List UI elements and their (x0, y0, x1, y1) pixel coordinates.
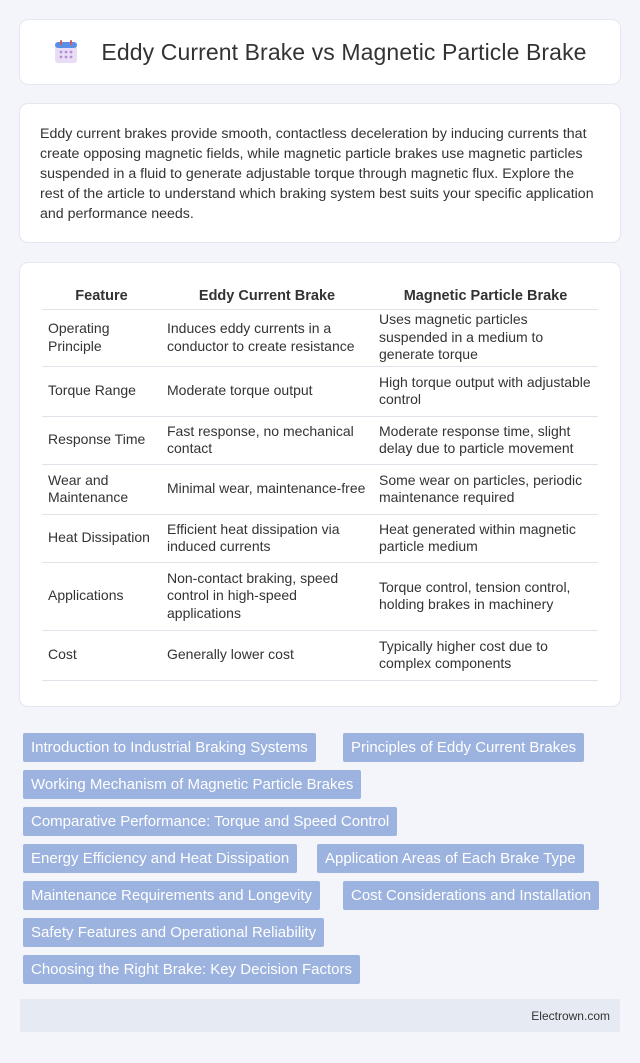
header (20, 20, 620, 84)
table-row (42, 514, 598, 562)
column-header: Magnetic Particle Brake (373, 283, 598, 309)
calendar-icon (53, 39, 79, 65)
tag-link[interactable]: Working Mechanism of Magnetic Particle Brakes (23, 770, 361, 799)
table-cell: Applications (42, 562, 161, 630)
table-cell: Uses magnetic particles suspended in a medium to generate torque (373, 309, 598, 366)
table-header-row (42, 283, 598, 309)
table-cell: Heat generated within magnetic particle medium (373, 514, 598, 562)
table-cell: Moderate torque output (161, 366, 373, 416)
tag-link[interactable]: Energy Efficiency and Heat Dissipation (23, 844, 297, 873)
table-row (42, 464, 598, 514)
tag-link[interactable]: Application Areas of Each Brake Type (317, 844, 584, 873)
comparison-table (42, 283, 598, 681)
table-cell: Wear and Maintenance (42, 464, 161, 514)
table-cell: Induces eddy currents in a conductor to create resistance (161, 309, 373, 366)
tag-link[interactable]: Safety Features and Operational Reliability (23, 918, 324, 947)
page-title: Eddy Current Brake vs Magnetic Particle Brake (101, 38, 587, 65)
table-row (42, 416, 598, 464)
table-cell: Some wear on particles, periodic maintenance required (373, 464, 598, 514)
tag-link[interactable]: Choosing the Right Brake: Key Decision Factors (23, 955, 360, 984)
table-cell: Efficient heat dissipation via induced currents (161, 514, 373, 562)
table-row (42, 366, 598, 416)
tag-link[interactable]: Cost Considerations and Installation (343, 881, 599, 910)
table-cell: Moderate response time, slight delay due to particle movement (373, 416, 598, 464)
intro-text: Eddy current brakes provide smooth, contactless deceleration by inducing currents that create opposing magnetic fields, while magnetic particle brakes use magnetic particles suspended in a fluid to generate adjustable torque through magnetic flux. Explore the rest of the article to understand which braking system best suits your specific application and performance needs. (40, 126, 594, 222)
footer-site-link[interactable]: Electrown.com (531, 1008, 610, 1023)
tag-link[interactable]: Introduction to Industrial Braking Systems (23, 733, 316, 762)
table-cell: Fast response, no mechanical contact (161, 416, 373, 464)
table-cell: Minimal wear, maintenance-free (161, 464, 373, 514)
column-header: Feature (42, 283, 161, 309)
tag-link[interactable]: Comparative Performance: Torque and Speed Control (23, 807, 397, 836)
table-row (42, 630, 598, 680)
table-cell: Typically higher cost due to complex components (373, 630, 598, 680)
table-cell: Response Time (42, 416, 161, 464)
intro-card (20, 104, 620, 242)
table-cell: Generally lower cost (161, 630, 373, 680)
tag-link[interactable]: Principles of Eddy Current Brakes (343, 733, 584, 762)
table-row (42, 562, 598, 630)
footer (20, 999, 620, 1032)
column-header: Eddy Current Brake (161, 283, 373, 309)
table-cell: Heat Dissipation (42, 514, 161, 562)
tag-link[interactable]: Maintenance Requirements and Longevity (23, 881, 320, 910)
table-cell: Non-contact braking, speed control in high-speed applications (161, 562, 373, 630)
table-cell: Operating Principle (42, 309, 161, 366)
comparison-table-card (20, 263, 620, 706)
table-cell: Torque Range (42, 366, 161, 416)
table-row (42, 309, 598, 366)
table-cell: Cost (42, 630, 161, 680)
table-cell: Torque control, tension control, holding brakes in machinery (373, 562, 598, 630)
table-cell: High torque output with adjustable control (373, 366, 598, 416)
